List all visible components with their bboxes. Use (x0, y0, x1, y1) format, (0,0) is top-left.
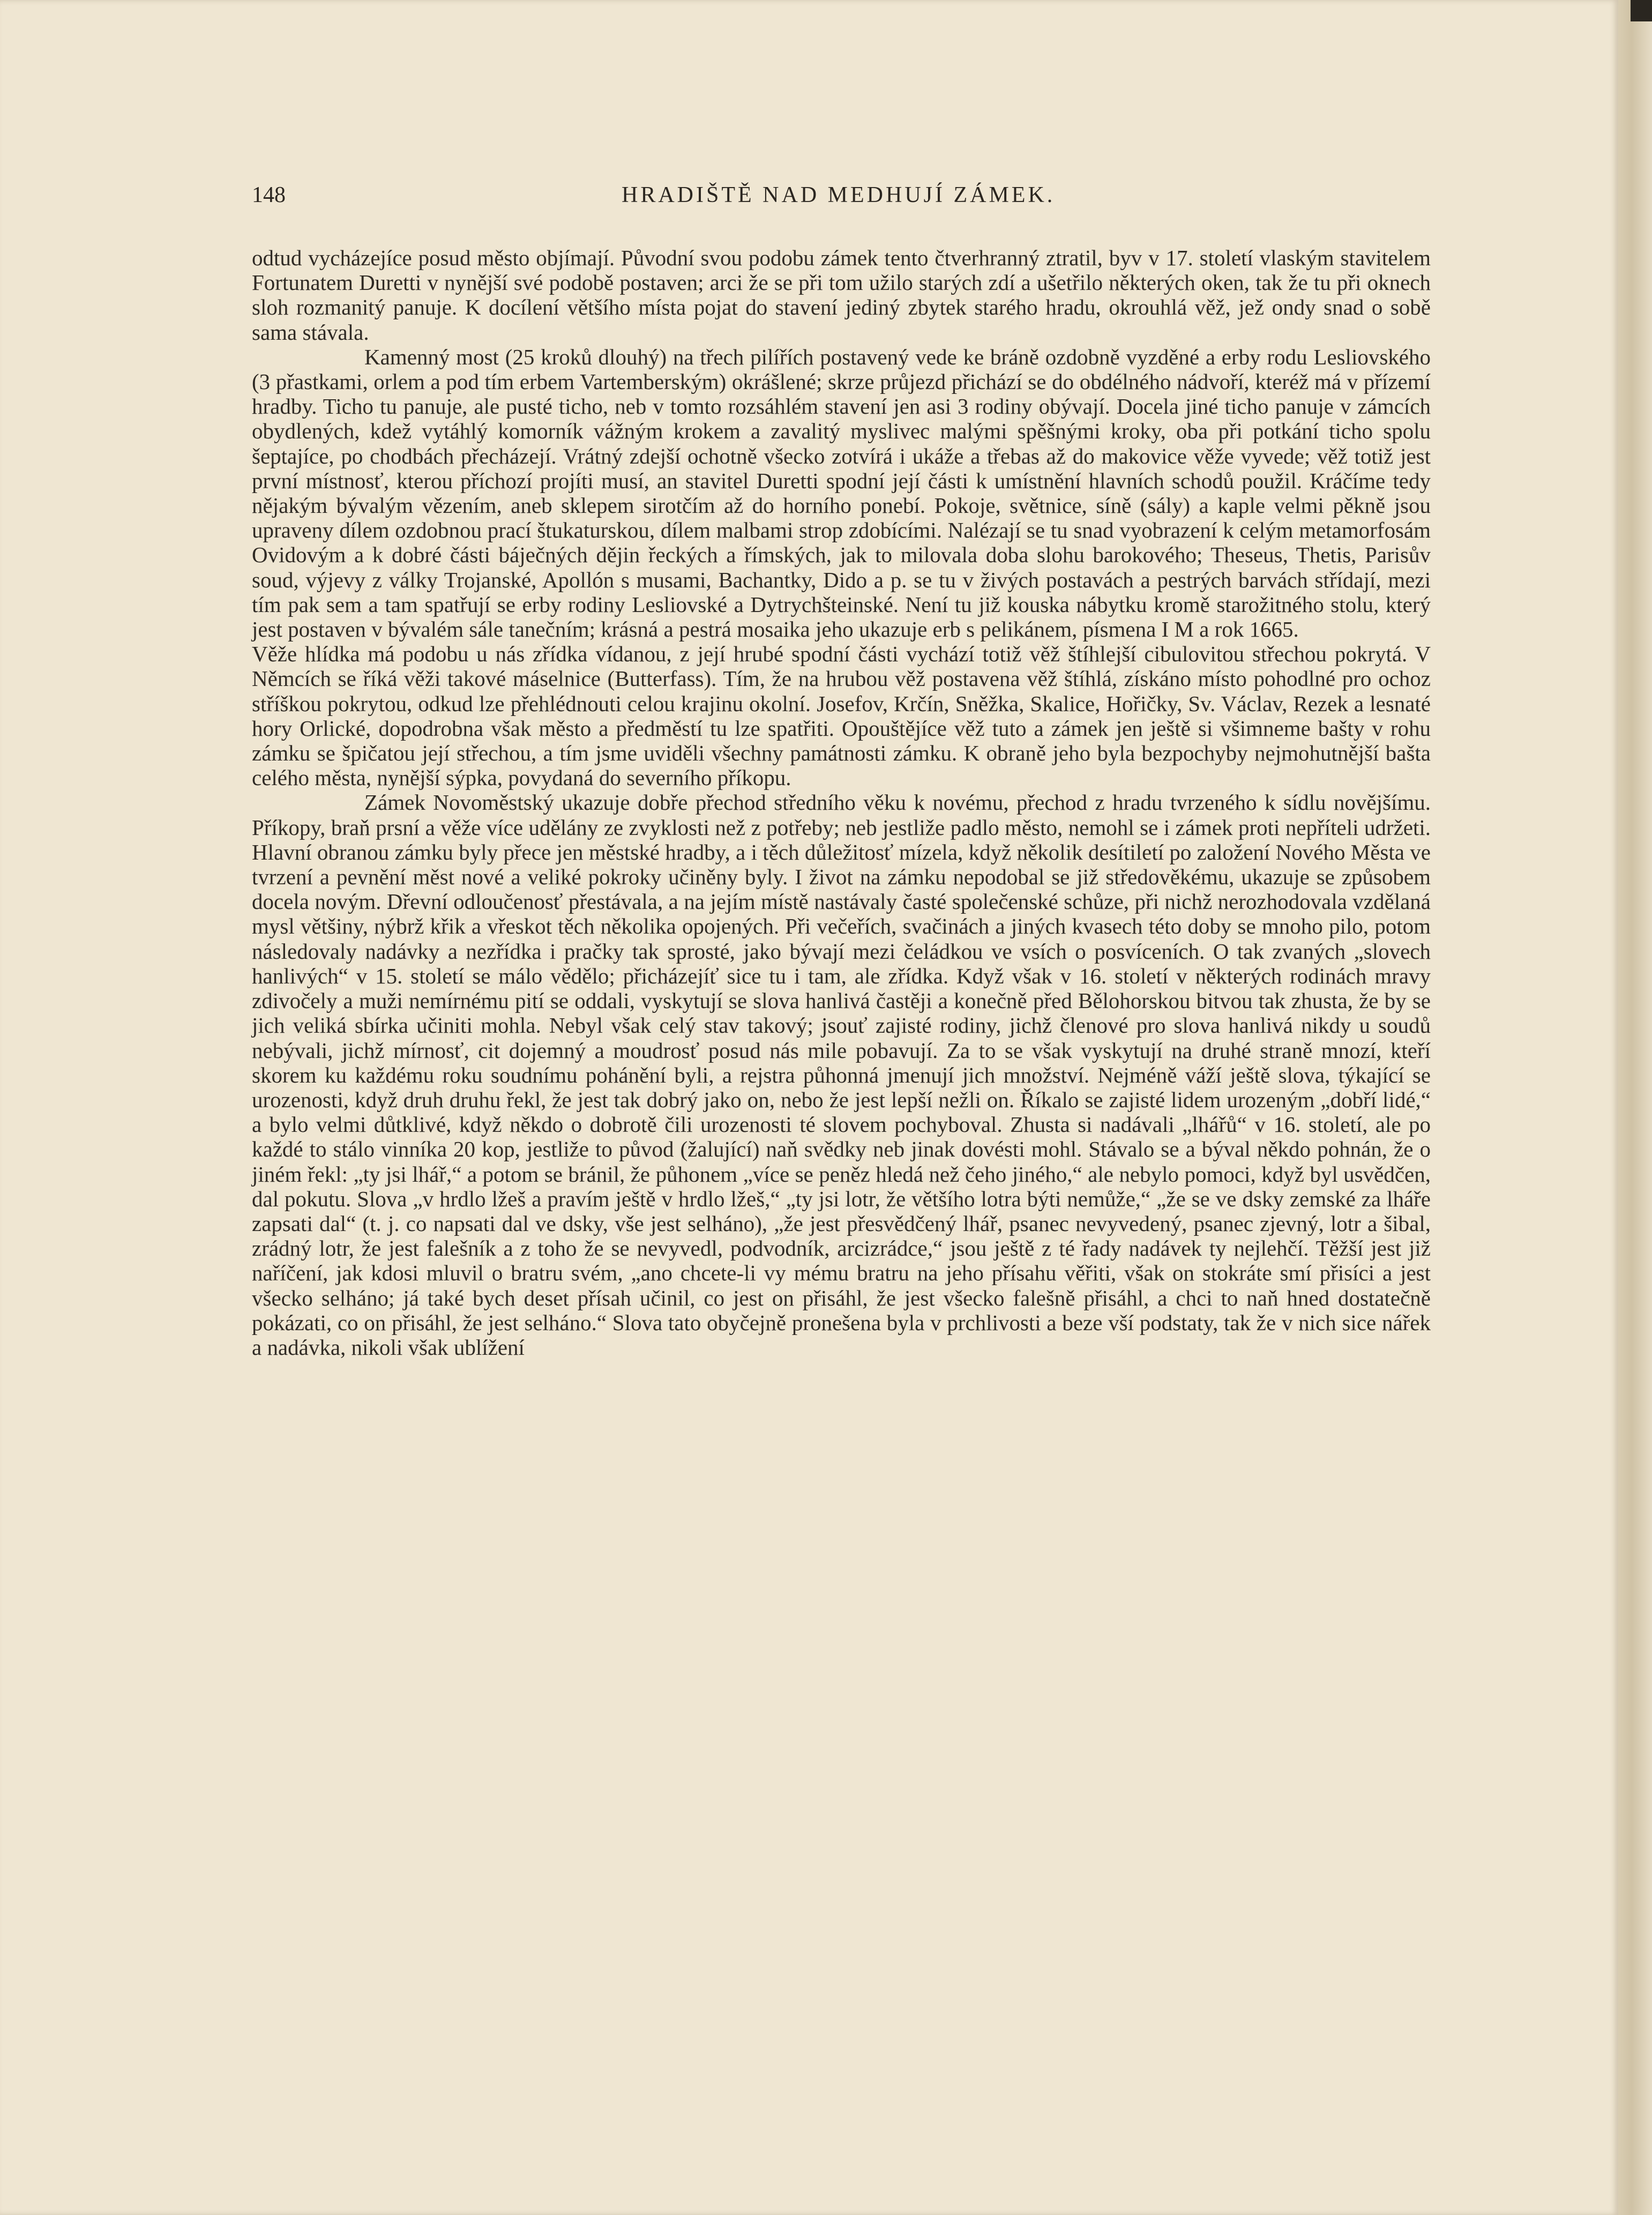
running-title: HRADIŠTĚ NAD MEDHUJÍ ZÁMEK. (622, 183, 1056, 207)
paragraph: Kamenný most (25 kroků dlouhý) na třech pilířích postavený vede ke bráně ozdobně vyzděné a erby rodu Lesliovského (3 přastkami, orlem a pod tím erbem Vartemberským) okrášlené; skrze průjezd přichází se do obdélného nádvoří, kteréž má v přízemí hradby. Ticho tu panuje, ale pusté ticho, neb v tomto rozsáhlém stavení jen asi 3 rodiny obývají. Docela jiné ticho panuje v zámcích obydlených, kdež vytáhlý komorník vážným krokem a zavalitý myslivec malými spěšnými kroky, oba při potkání ticho spolu šeptajíce, po chodbách přecházejí. Vrátný zdejší ochotně všecko zotvírá i ukáže a třebas až do makovice věže vyvede; věž totiž jest první místnosť, kterou příchozí projíti musí, an stavitel Duretti spodní její části k umístnění hlavních schodů použil. Kráčíme tedy nějakým bývalým vězením, aneb sklepem sirotčím až do horního ponebí. Pokoje, světnice, síně (sály) a kaple velmi pěkně jsou upraveny dílem ozdobnou prací štukaturskou, dílem malbami strop zdobícími. Nalézají se tu snad vyobrazení k celým metamorfosám Ovidovým a k dobré části báječných dějin řeckých a římských, jak to milovala doba slohu barokového; Theseus, Thetis, Parisův soud, výjevy z války Trojanské, Apollón s musami, Bachantky, Dido a p. se tu v živých postavách a pestrých barvách střídají, mezi tím pak sem a tam spatřují se erby rodiny Lesliovské a Dytrychšteinské. Není tu již kouska nábytku kromě starožitného stolu, který jest postaven v bývalém sále tanečním; krásná a pestrá mosaika jeho ukazuje erb s pelikánem, písmena I M a rok 1665. (252, 344, 1431, 642)
page-number: 148 (252, 183, 286, 207)
text-body (252, 245, 1431, 1360)
paragraph: Věže hlídka má podobu u nás zřídka vídanou, z její hrubé spodní části vychází totiž věž štíhlejší cibulovitou střechou pokrytá. V Němcích se říká věži takové máselnice (Butterfass). Tím, že na hrubou věž postavena věž štíhlá, získáno místo pohodlné pro ochoz stříškou pokrytou, odkud lze přehlédnouti celou krajinu okolní. Josefov, Krčín, Sněžka, Skalice, Hořičky, Sv. Václav, Rezek a lesnaté hory Orlické, dopodrobna však město a předměstí tu lze spatřiti. Opouštějíce věž tuto a zámek jen ještě si všimneme bašty v rohu zámku se špičatou její střechou, a tím jsme uviděli všechny památnosti zámku. K obraně jeho byla bezpochyby nejmohutnější bašta celého města, nynější sýpka, povydaná do severního příkopu. (252, 642, 1431, 790)
paragraph: odtud vycházejíce posud město objímají. Původní svou podobu zámek tento čtverhranný ztratil, byv v 17. století vlaským stavitelem Fortunatem Duretti v nynější své podobě postaven; arci že se při tom užilo starých zdí a ušetřilo některých oken, tak že tu při oknech sloh rozmanitý panuje. K docílení většího místa pojat do stavení jediný zbytek starého hradu, okrouhlá věž, jež ondy snad o sobě sama stávala. (252, 245, 1431, 345)
page-edge (1618, 0, 1652, 2215)
scan-corner (1631, 0, 1652, 21)
running-head (252, 182, 1077, 220)
paragraph: Zámek Novoměstský ukazuje dobře přechod středního věku k novému, přechod z hradu tvrzeného k sídlu novějšímu. Příkopy, braň prsní a věže více udělány ze zvyklosti než z potřeby; neb jestliže padlo město, nemohl se i zámek proti nepříteli udržeti. Hlavní obranou zámku byly přece jen městské hradby, a i těch důležitosť mízela, když několik desítiletí po založení Nového Města ve tvrzení a pevnění měst nové a veliké pokroky učiněny byly. I život na zámku nepodobal se již středověkému, ukazuje se způsobem docela novým. Dřevní odloučenosť přestávala, a na jejím místě nastávaly časté společenské schůze, při nichž nerozhodovala vzdělaná mysl většiny, nýbrž křik a vřeskot těch několika opojených. Při večeřích, svačinách a jiných kvasech této doby se mnoho pilo, potom následovaly nadávky a nezřídka i pračky tak sprosté, jako bývají mezi čeládkou ve vsích o posvíceních. O tak zvaných „slovech hanlivých“ v 15. století se málo vědělo; přicházejíť sice tu i tam, ale zřídka. Když však v 16. století v některých rodinách mravy zdivočely a muži nemírnému pití se oddali, vyskytují se slova hanlivá častěji a konečně před Bělohorskou bitvou tak zhusta, že by se jich veliká sbírka učiniti mohla. Nebyl však celý stav takový; jsouť zajisté rodiny, jichž členové pro slova hanlivá nikdy u soudů nebývali, jichž mírnosť, cit dojemný a moudrosť posud nás mile pobavují. Za to se však vyskytují na druhé straně mnozí, kteří skorem ku každému roku soudnímu pohánění byli, a rejstra půhonná jmenují jich množství. Nejméně váží ještě slova, týkající se urozenosti, když druh druhu řekl, že jest tak dobrý jako on, nebo že jest lepší nežli on. Říkalo se zajisté lidem urozeným „dobří lidé,“ a bylo velmi důtklivé, když někdo o dobrotě čili urozenosti té slovem pochyboval. Zhusta si nadávali „lhářů“ v 16. století, ale po každé to stálo vinníka 20 kop, jestliže to původ (žalující) naň svědky neb jinak dovésti mohl. Stávalo se a býval někdo pohnán, že o jiném řekl: „ty jsi lhář,“ a potom se bránil, že půhonem „více se peněz hledá než čeho jiného,“ ale nebylo pomoci, když byl usvědčen, dal pokutu. Slova „v hrdlo lžeš a pravím ještě v hrdlo lžeš,“ „ty jsi lotr, že většího lotra býti nemůže,“ „že se ve dsky zemské za lháře zapsati dal“ (t. j. co napsati dal ve dsky, vše jest selháno), „že jest přesvědčený lhář, psanec nevyvedený, psanec zjevný, lotr a šibal, zrádný lotr, že jest falešník a z toho že se nevyvedl, podvodník, arcizrádce,“ jsou ještě z té řady nadávek ty nejlehčí. Těžší jest již naříčení, jak kdosi mluvil o bratru svém, „ano chcete-li vy mému bratru na jeho přísahu věřiti, však on stokráte smí přisíci a jest všecko selháno; já také bych deset přísah učinil, co jest on přisáhl, že jest všecko falešně přisáhl, a chci to naň hned dostatečně pokázati, co on přisáhl, že jest selháno.“ Slova tato obyčejně pronešena byla v prchlivosti a beze vší podstaty, tak že v nich sice nářek a nadávka, nikoli však ublížení (252, 790, 1431, 1360)
